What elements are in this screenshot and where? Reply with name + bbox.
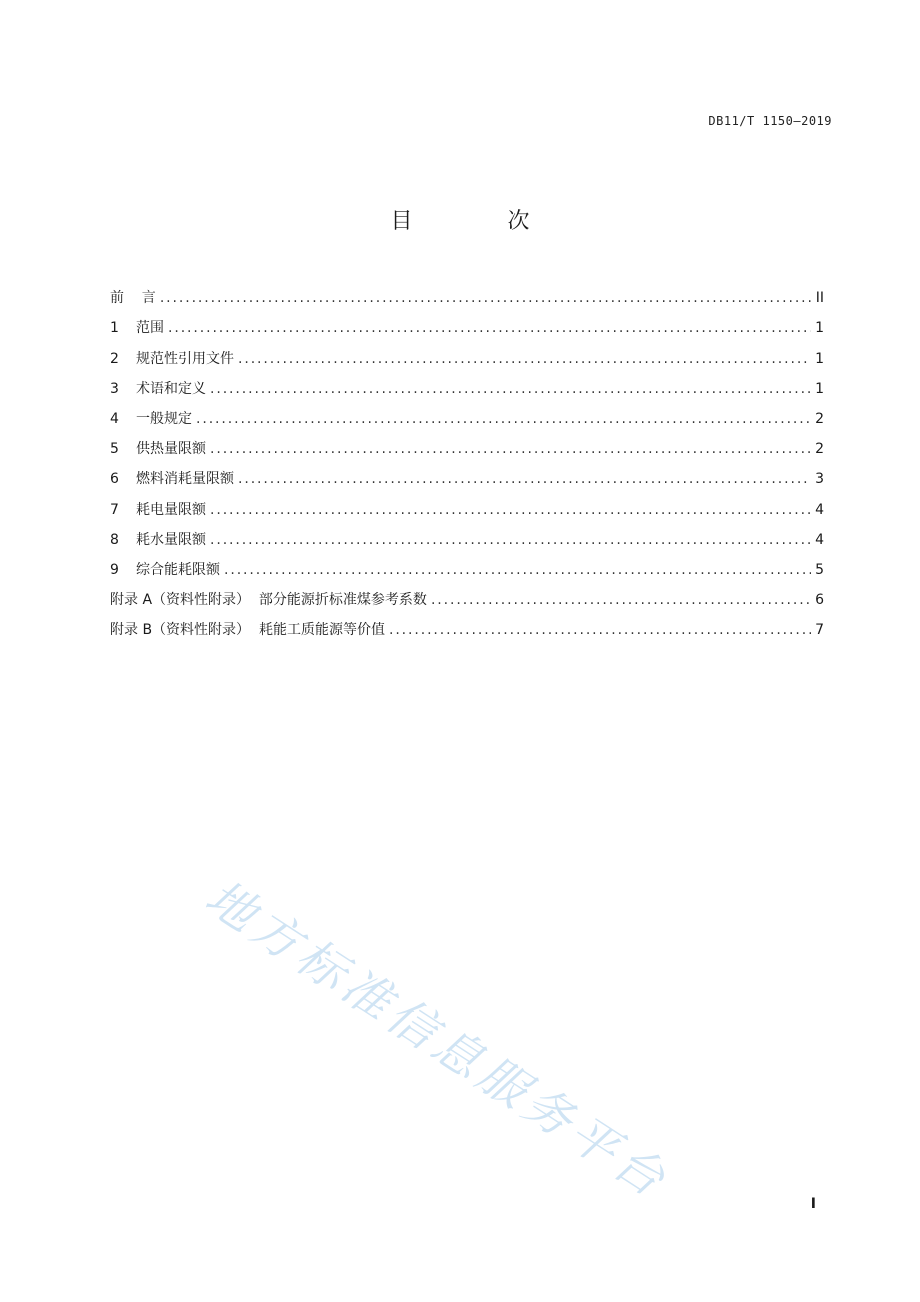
toc-item-label: 一般规定	[136, 410, 192, 427]
toc-item-electricity-quota[interactable]	[110, 489, 824, 519]
toc-item-label: 耗水量限额	[136, 531, 206, 548]
page-number: I	[810, 1196, 816, 1212]
toc-item-label: 附录 B（资料性附录） 耗能工质能源等价值	[110, 622, 385, 639]
toc-item-number: 8	[110, 531, 119, 548]
toc-item-number: 4	[110, 410, 119, 427]
toc-item-page: 4	[815, 501, 824, 518]
toc-item-number: 2	[110, 350, 119, 367]
toc-item-label: 范围	[136, 320, 164, 337]
toc-item-label: 综合能耗限额	[136, 561, 220, 578]
toc-item-page: 1	[815, 350, 824, 367]
toc-leader-dots	[389, 620, 811, 640]
toc-item-page: 3	[815, 471, 824, 488]
toc-item-water-quota[interactable]	[110, 520, 824, 550]
toc-item-number: 7	[110, 501, 119, 518]
toc-item-number: 9	[110, 561, 119, 578]
toc-leader-dots	[168, 318, 811, 338]
toc-item-general-provisions[interactable]	[110, 399, 824, 429]
toc-item-number: 1	[110, 320, 119, 337]
toc-item-appendix-b[interactable]	[110, 610, 824, 640]
toc-item-label: 术语和定义	[136, 380, 206, 397]
toc-leader-dots	[210, 439, 811, 459]
table-of-contents	[110, 278, 824, 640]
toc-item-page: 2	[815, 410, 824, 427]
toc-item-label: 燃料消耗量限额	[136, 471, 234, 488]
toc-item-page: 1	[815, 320, 824, 337]
toc-item-page: 1	[815, 380, 824, 397]
toc-leader-dots	[238, 349, 811, 369]
toc-item-number: 5	[110, 441, 119, 458]
toc-leader-dots	[210, 500, 811, 520]
page-title: 目 次	[390, 209, 574, 234]
toc-item-heat-supply-quota[interactable]	[110, 429, 824, 459]
toc-item-label: 耗电量限额	[136, 501, 206, 518]
toc-item-label: 前 言	[110, 290, 156, 307]
toc-leader-dots	[210, 379, 811, 399]
watermark: 地方标准信息服务平台	[195, 869, 679, 1211]
toc-item-page: II	[815, 290, 824, 307]
toc-item-appendix-a[interactable]	[110, 580, 824, 610]
toc-item-comprehensive-energy-quota[interactable]	[110, 550, 824, 580]
toc-item-label: 规范性引用文件	[136, 350, 234, 367]
toc-item-number: 3	[110, 380, 119, 397]
toc-leader-dots	[224, 560, 811, 580]
toc-item-number: 6	[110, 471, 119, 488]
toc-item-fuel-consumption-quota[interactable]	[110, 459, 824, 489]
toc-leader-dots	[196, 409, 811, 429]
document-code: DB11/T 1150—2019	[708, 114, 832, 128]
toc-item-page: 4	[815, 531, 824, 548]
toc-item-label: 供热量限额	[136, 441, 206, 458]
toc-leader-dots	[238, 469, 811, 489]
toc-item-page: 5	[815, 561, 824, 578]
toc-item-label: 附录 A（资料性附录） 部分能源折标准煤参考系数	[110, 592, 427, 609]
toc-leader-dots	[210, 530, 811, 550]
toc-item-page: 2	[815, 441, 824, 458]
toc-item-page: 7	[815, 622, 824, 639]
toc-item-preface[interactable]	[110, 278, 824, 308]
toc-item-terms-definitions[interactable]	[110, 369, 824, 399]
toc-leader-dots	[431, 590, 811, 610]
toc-item-page: 6	[815, 592, 824, 609]
toc-leader-dots	[160, 288, 812, 308]
toc-item-normative-references[interactable]	[110, 338, 824, 368]
toc-item-scope[interactable]	[110, 308, 824, 338]
